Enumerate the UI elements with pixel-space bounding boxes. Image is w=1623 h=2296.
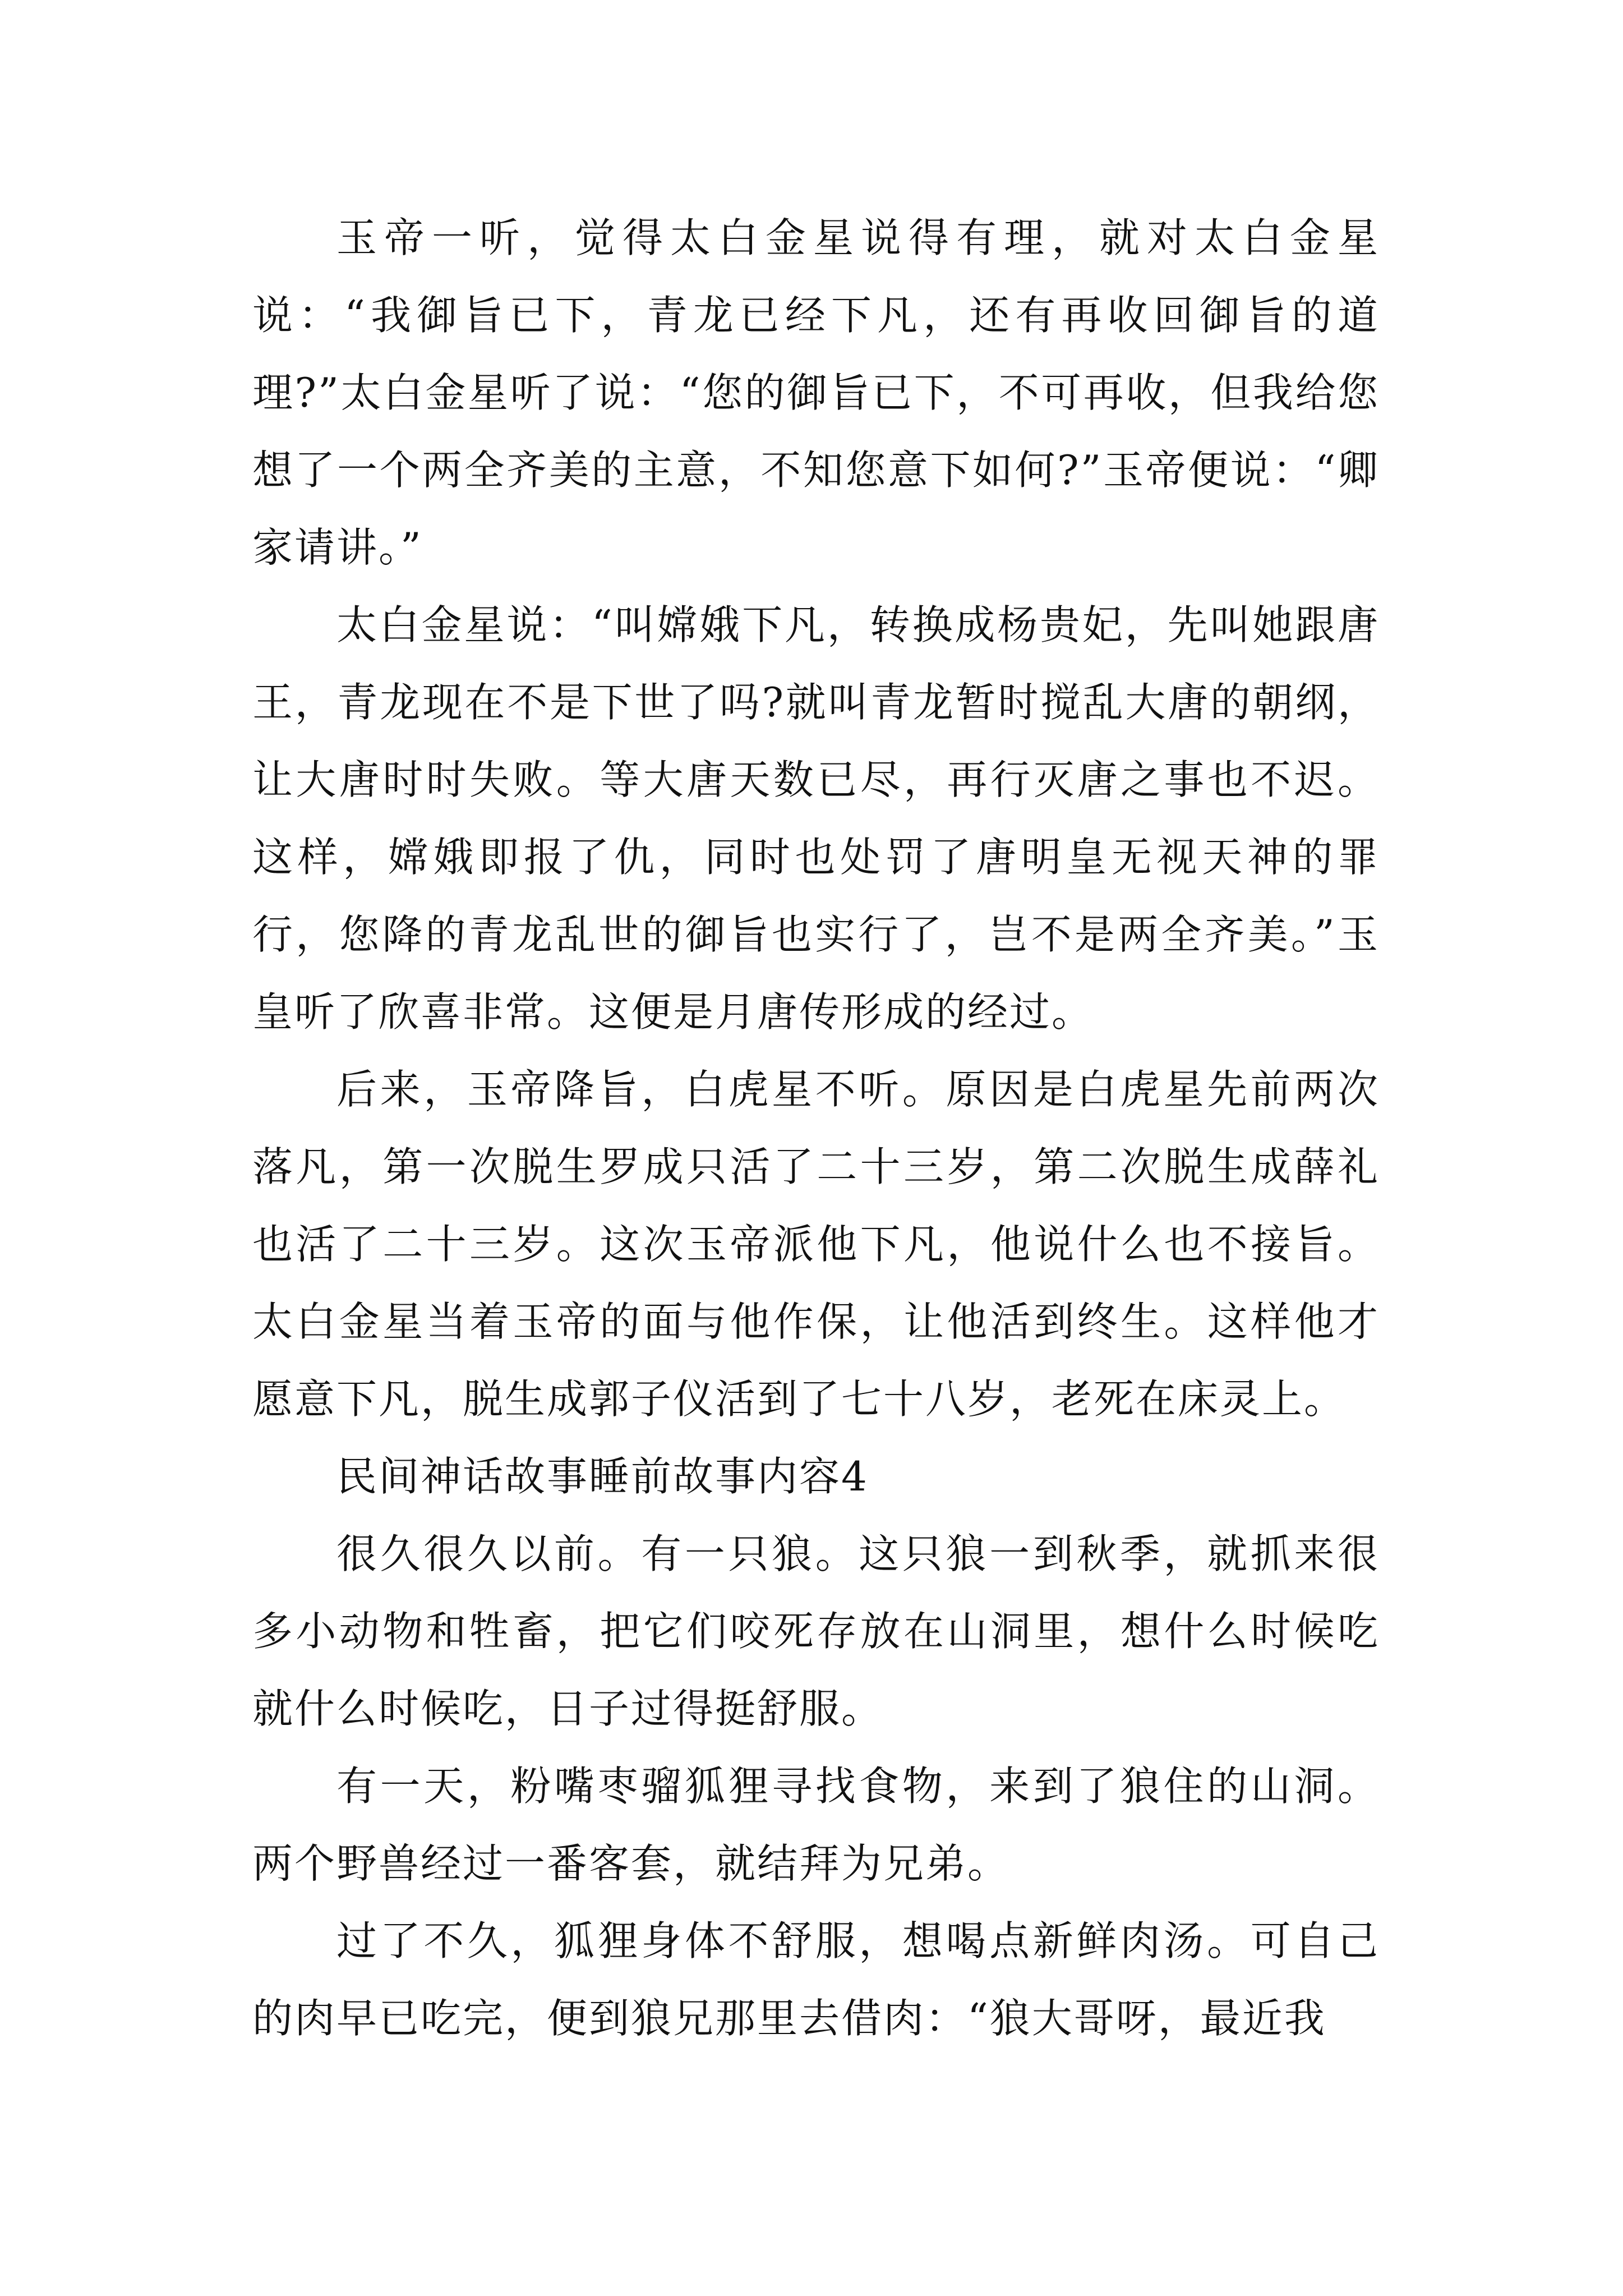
paragraph: 后来，玉帝降旨，白虎星不听。原因是白虎星先前两次落凡，第一次脱生罗成只活了二十三岁，第二次脱生成薛礼也活了二十三岁。这次玉帝派他下凡，他说什么也不接旨。太白金星当着玉帝的面与他作保，让他活到终生。这样他才愿意下凡，脱生成郭子仪活到了七十八岁，老死在床灵上。 (252, 1066, 1380, 1423)
paragraph: 过了不久，狐狸身体不舒服，想喝点新鲜肉汤。可自己的肉早已吃完，便到狼兄那里去借肉：“狼大哥呀，最近我 (252, 1917, 1380, 2042)
paragraph: 玉帝一听，觉得太白金星说得有理，就对太白金星说：“我御旨已下，青龙已经下凡，还有再收回御旨的道理?”太白金星听了说：“您的御旨已下，不可再收，但我给您想了一个两全齐美的主意，不知您意下如何?”玉帝便说：“卿家请讲。” (252, 214, 1380, 571)
paragraph: 很久很久以前。有一只狼。这只狼一到秋季，就抓来很多小动物和牲畜，把它们咬死存放在山洞里，想什么时候吃就什么时候吃，日子过得挺舒服。 (252, 1530, 1380, 1732)
paragraph: 有一天，粉嘴枣骝狐狸寻找食物，来到了狼住的山洞。两个野兽经过一番客套，就结拜为兄弟。 (252, 1763, 1380, 1887)
document-page (252, 199, 1380, 2057)
section-heading: 民间神话故事睡前故事内容4 (336, 1453, 869, 1500)
paragraph: 太白金星说：“叫嫦娥下凡，转换成杨贵妃，先叫她跟唐王，青龙现在不是下世了吗?就叫青龙暂时搅乱大唐的朝纲，让大唐时时失败。等大唐天数已尽，再行灭唐之事也不迟。这样，嫦娥即报了仇，同时也处罚了唐明皇无视天神的罪行，您降的青龙乱世的御旨也实行了，岂不是两全齐美。”玉皇听了欣喜非常。这便是月唐传形成的经过。 (252, 601, 1380, 1036)
